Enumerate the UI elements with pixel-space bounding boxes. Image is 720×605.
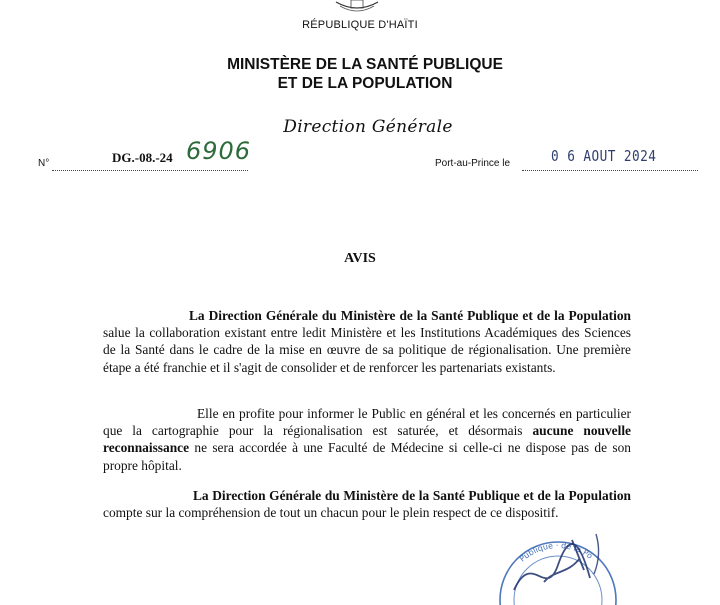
svg-text:Publique · de la Po: Publique · de la Po xyxy=(517,540,595,564)
paragraph-3-text: compte sur la compréhension de tout un chacun pour le plein respect de ce dispositif. xyxy=(103,505,559,521)
paragraph-2-bold: aucune nouvelle reconnaissance xyxy=(103,423,631,456)
paragraph-2-text-end: ne sera accordée à une Faculté de Médecine si celle-ci ne dispose pas de son propre hôpital. xyxy=(103,440,631,473)
paragraph-3 xyxy=(103,487,631,521)
date-dotted-line xyxy=(522,170,698,171)
number-label: N° xyxy=(38,158,50,169)
place-label: Port-au-Prince le xyxy=(435,158,511,169)
paragraph-1-bold: La Direction Générale du Ministère de la Santé Publique et de la Population xyxy=(189,308,631,323)
official-seal xyxy=(484,530,624,605)
republic-heading: RÉPUBLIQUE D'HAÏTI xyxy=(302,19,418,31)
paragraph-1-text: salue la collaboration existant entre ledit Ministère et les Institutions Académiques des Sciences de la Santé dans le cadre de la mise en œuvre de sa politique de régionalisation. Une première étape a été franchie et il s'agit de consolider et de renforcer les partenariats existants. xyxy=(103,325,631,375)
paragraph-1 xyxy=(103,307,631,376)
ministry-title-line1: MINISTÈRE DE LA SANTÉ PUBLIQUE xyxy=(227,56,503,73)
paragraph-2 xyxy=(103,405,631,474)
paragraph-2-text-start: Elle en profite pour informer le Public en général et les concernés en particulier que la cartographie pour la régionalisation est saturée, et désormais xyxy=(103,406,631,439)
coat-of-arms-icon xyxy=(330,0,384,16)
reference-code: DG.-08.-24 xyxy=(112,150,173,165)
number-dotted-line xyxy=(52,170,248,171)
handwritten-number: 6906 xyxy=(186,137,252,165)
notice-title: AVIS xyxy=(344,251,376,266)
date-stamp: 0 6 AOUT 2024 xyxy=(551,147,657,165)
paragraph-3-bold: La Direction Générale du Ministère de la Santé Publique et de la Population xyxy=(193,488,631,503)
ministry-title-line2: ET DE LA POPULATION xyxy=(277,75,453,92)
direction-subtitle: Direction Générale xyxy=(283,117,453,137)
